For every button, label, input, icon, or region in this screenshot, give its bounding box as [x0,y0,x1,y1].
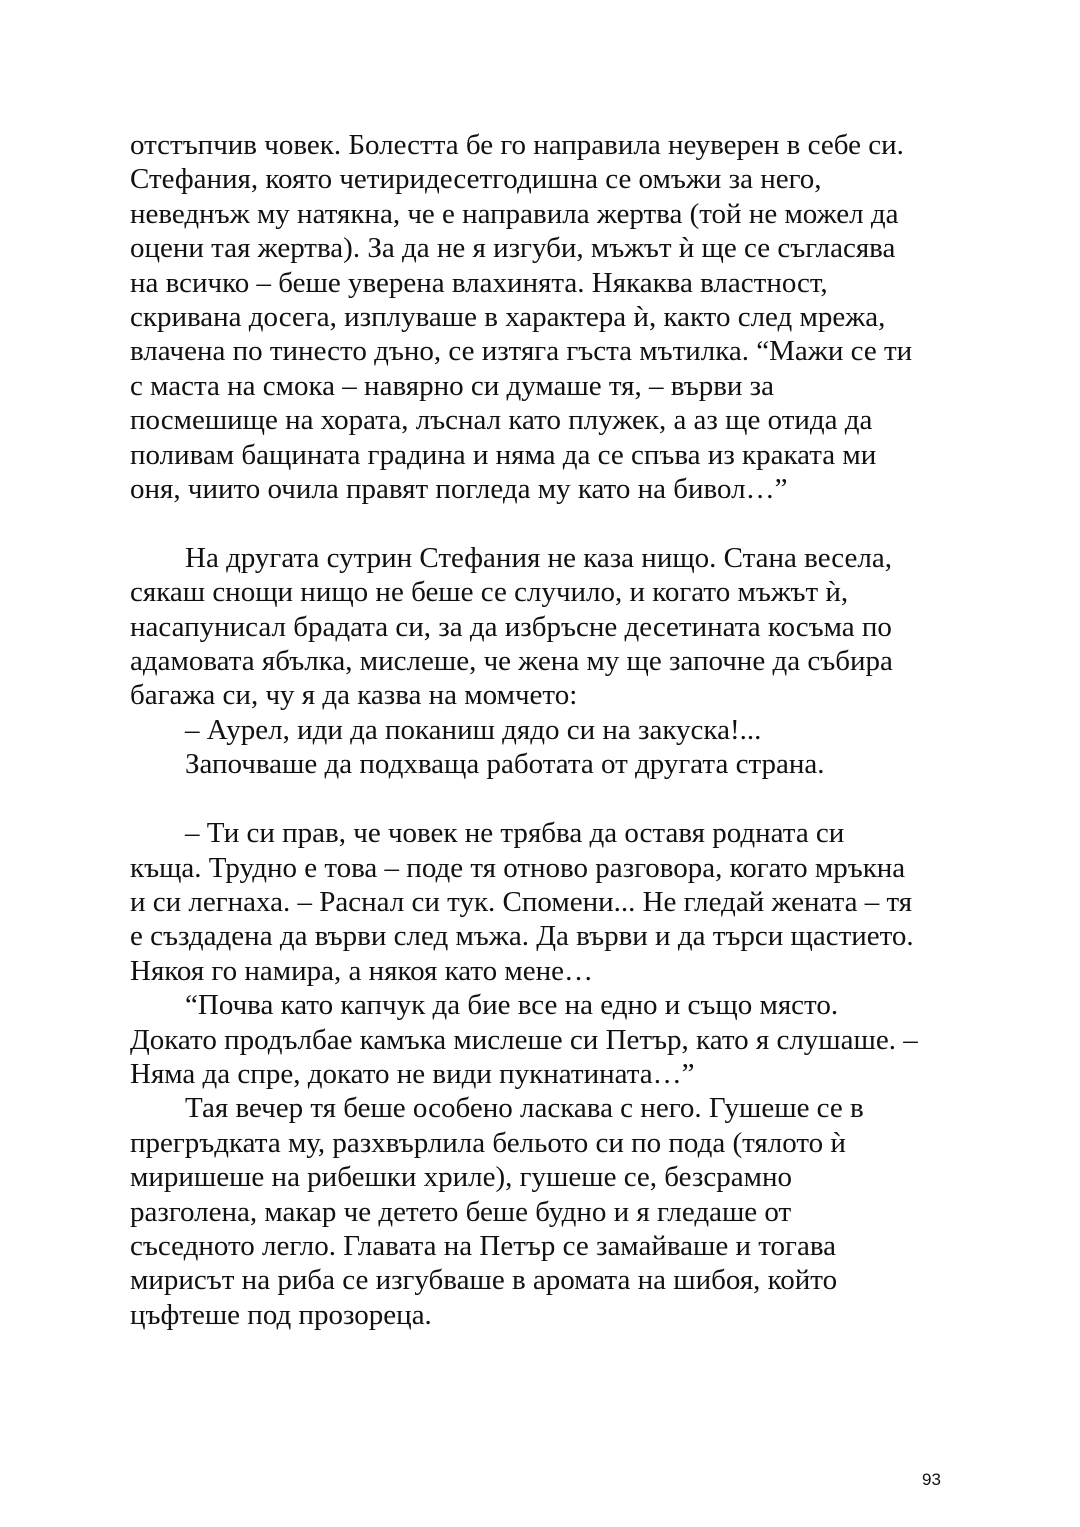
text-line: – Ти си прав, че човек не трябва да оставя родната си [185,817,845,850]
page-body [130,128,960,1332]
text-line: съседното легло. Главата на Петър се замайваше и тогава [130,1229,836,1262]
text-line: оня, чиито очила правят погледа му като на бивол…” [130,473,788,506]
text-line: прегръдката му, разхвърлила бельото си по пода (тялото ѝ [130,1126,846,1159]
page-number: 93 [922,1470,941,1489]
text-line: “Почва като капчук да бие все на едно и също място. [185,989,839,1022]
paragraph [130,988,960,1091]
text-line: посмешище на хората, лъснал като плужек, а аз ще отида да [130,404,873,437]
text-line: скривана досега, изплуваше в характера ѝ, както след мрежа, [130,301,886,334]
text-line: Започваше да подхваща работата от другата страна. [185,748,825,781]
text-line: Докато продълбае камъка мислеше си Петър, като я слушаше. – [130,1023,918,1056]
text-line: поливам бащината градина и няма да се спъва из краката ми [130,438,877,471]
text-line: миришеше на рибешки хриле), гушеше се, безсрамно [130,1161,792,1194]
paragraph-spacer [130,782,960,816]
paragraph [130,541,960,713]
text-line: и си легнаха. – Раснал си тук. Спомени... Не гледай жената – тя [130,885,913,918]
text-line: Стефания, която четиридесетгодишна се омъжи за него, [130,163,822,196]
text-line: разголена, макар че детето беше будно и я гледаше от [130,1195,792,1228]
text-line: На другата сутрин Стефания не каза нищо. Стана весела, [185,541,892,574]
text-line: – Аурел, иди да поканиш дядо си на закуска!... [185,713,762,746]
text-line: на всичко – беше уверена влахинята. Някаква властност, [130,266,828,299]
paragraph [130,816,960,988]
paragraph-spacer [130,506,960,540]
text-line: адамовата ябълка, мислеше, че жена му ще започне да събира [130,645,893,678]
text-line: къща. Трудно е това – поде тя отново разговора, когато мръкна [130,851,906,884]
paragraph [130,713,960,747]
text-line: отстъпчив човек. Болестта бе го направила неуверен в себе си. [130,129,904,161]
paragraph [130,128,960,506]
text-line: с маста на смока – навярно си думаше тя, – върви за [130,369,774,402]
text-line: е създадена да върви след мъжа. Да върви и да търси щастието. [130,920,914,953]
text-line: сякаш снощи нищо не беше се случило, и когато мъжът ѝ, [130,576,849,609]
text-line: мирисът на риба се изгубваше в аромата на шибоя, който [130,1264,838,1297]
paragraph [130,1091,960,1332]
text-line: влачена по тинесто дъно, се изтяга гъста мътилка. “Мажи се ти [130,335,913,368]
text-line: цъфтеше под прозореца. [130,1298,432,1331]
text-line: насапунисал брадата си, за да избръсне десетината косъма по [130,610,892,643]
text-line: Тая вечер тя беше особено ласкава с него. Гушеше се в [185,1092,864,1125]
text-line: оцени тая жертва). За да не я изгуби, мъжът ѝ ще се съгласява [130,232,896,265]
text-line: неведнъж му натякна, че е направила жертва (той не можел да [130,197,899,230]
text-line: багажа си, чу я да казва на момчето: [130,679,578,712]
paragraph [130,747,960,781]
text-line: Някоя го намира, а някоя като мене… [130,954,594,987]
text-line: Няма да спре, докато не види пукнатината…” [130,1057,695,1090]
